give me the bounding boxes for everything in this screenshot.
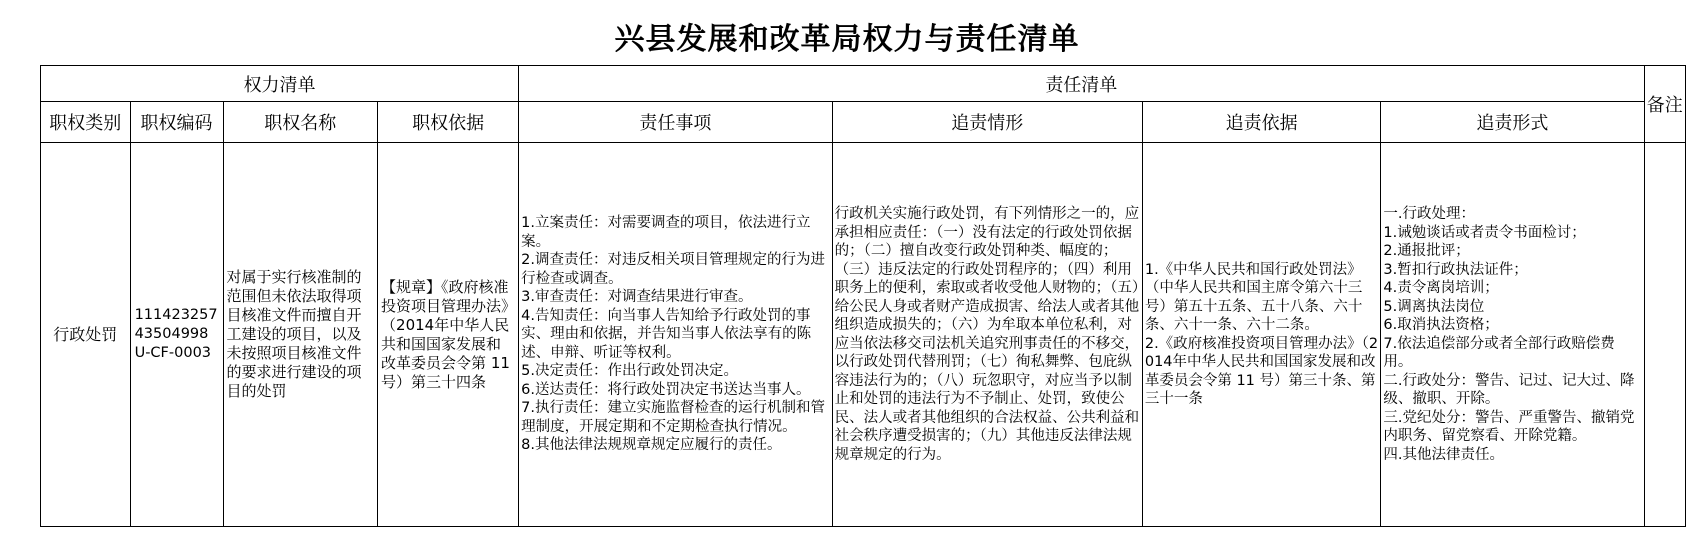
responsibility-list-header: 责任清单 xyxy=(519,66,1644,102)
accountability-form-line: 三.党纪处分：警告、严重警告、撤销党内职务、留党察看、开除党籍。 xyxy=(1383,409,1635,444)
page-title: 兴县发展和改革局权力与责任清单 xyxy=(614,22,1080,57)
accountability-form-line: 四.其他法律责任。 xyxy=(1383,446,1504,463)
table-row xyxy=(41,143,1686,527)
accountability-form-line: 二.行政处分：警告、记过、记大过、降级、撤职、开除。 xyxy=(1383,372,1635,407)
remarks-header: 备注 xyxy=(1644,66,1686,143)
duty-line: 6.送达责任：将行政处罚决定书送达当事人。 xyxy=(521,381,811,398)
duty-line: 5.决定责任：作出行政处罚决定。 xyxy=(521,363,738,380)
col-header-basis: 职权依据 xyxy=(378,102,519,143)
duty-line: 8.其他法律法规规章规定应履行的责任。 xyxy=(521,437,782,454)
duty-line: 7.执行责任：建立实施监督检查的运行机制和管理制度，开展定期和不定期检查执行情况。 xyxy=(521,400,825,435)
duty-line: 2.调查责任：对违反相关项目管理规定的行为进行检查或调查。 xyxy=(521,252,825,287)
col-header-code: 职权编码 xyxy=(130,102,223,143)
cell-accountability-basis xyxy=(1142,143,1381,527)
power-list-header: 权力清单 xyxy=(41,66,519,102)
cell-remarks xyxy=(1644,143,1686,527)
accountability-form-line: 6.取消执法资格； xyxy=(1383,317,1499,333)
accountability-basis-line: 2.《政府核准投资项目管理办法》（2014年中华人民共和国国家发展和改革委员会令第 11 号）第三十条、第三十一条 xyxy=(1144,335,1379,407)
duty-line: 1.立案责任：对需要调查的项目，依法进行立案。 xyxy=(521,215,811,250)
accountability-form-line: 7.依法追偿部分或者全部行政赔偿费用。 xyxy=(1383,335,1615,370)
col-header-name: 职权名称 xyxy=(223,102,378,143)
duty-line: 3.审查责任：对调查结果进行审查。 xyxy=(521,289,753,306)
cell-name: 对属于实行核准制的范围但未依法取得项目核准文件而擅自开工建设的项目，以及未按照项目核准文件的要求进行建设的项目的处罚 xyxy=(223,143,378,527)
cell-duty xyxy=(519,143,833,527)
accountability-form-line: 3.暂扣行政执法证件； xyxy=(1383,261,1528,278)
cell-category: 行政处罚 xyxy=(41,143,131,527)
col-header-accountability-basis: 追责依据 xyxy=(1142,102,1381,143)
accountability-form-line: 5.调离执法岗位 xyxy=(1383,298,1485,315)
accountability-form-line: 一.行政处理： xyxy=(1383,206,1475,222)
accountability-form-line: 4.责令离岗培训； xyxy=(1383,280,1499,296)
col-header-accountability-situation: 追责情形 xyxy=(832,102,1142,143)
cell-accountability-form xyxy=(1381,143,1644,527)
col-header-duty: 责任事项 xyxy=(519,102,833,143)
col-header-accountability-form: 追责形式 xyxy=(1381,102,1644,143)
cell-accountability-situation: 行政机关实施行政处罚，有下列情形之一的，应承担相应责任：（一）没有法定的行政处罚依据的；（二）擅自改变行政处罚种类、幅度的；（三）违反法定的行政处罚程序的；（四）利用职务上的便利，索取或者收受他人财物的；（五）给公民人身或者财产造成损害、给法人或者其他组织造成损失的；（六）为牟取本单位私利，对应当依法移交司法机关追究刑事责任的不移交，以行政处罚代替刑罚；（七）徇私舞弊、包庇纵容违法行为的；（八）玩忽职守，对应当予以制止和处罚的违法行为不予制止、处罚，致使公民、法人或者其他组织的合法权益、公共利益和社会秩序遭受损害的；（九）其他违反法律法规规章规定的行为。 xyxy=(832,143,1142,527)
col-header-category: 职权类别 xyxy=(41,102,131,143)
duty-line: 4.告知责任：向当事人告知给予行政处罚的事实、理由和依据，并告知当事人依法享有的陈述、申辩、听证等权利。 xyxy=(521,307,812,361)
cell-code: 11142325743504998U-CF-0003 xyxy=(130,143,223,527)
cell-basis: 【规章】《政府核准投资项目管理办法》（2014年中华人民共和国国家发展和改革委员会令第 11号）第三十四条 xyxy=(378,143,519,527)
accountability-basis-line: 1.《中华人民共和国行政处罚法》（中华人民共和国主席令第六十三号）第五十五条、五十八条、六十条、六十一条、六十二条。 xyxy=(1144,261,1363,333)
power-responsibility-table xyxy=(40,65,1686,527)
accountability-form-line: 1.诫勉谈话或者责令书面检讨； xyxy=(1383,224,1586,241)
accountability-form-line: 2.通报批评； xyxy=(1383,243,1470,259)
